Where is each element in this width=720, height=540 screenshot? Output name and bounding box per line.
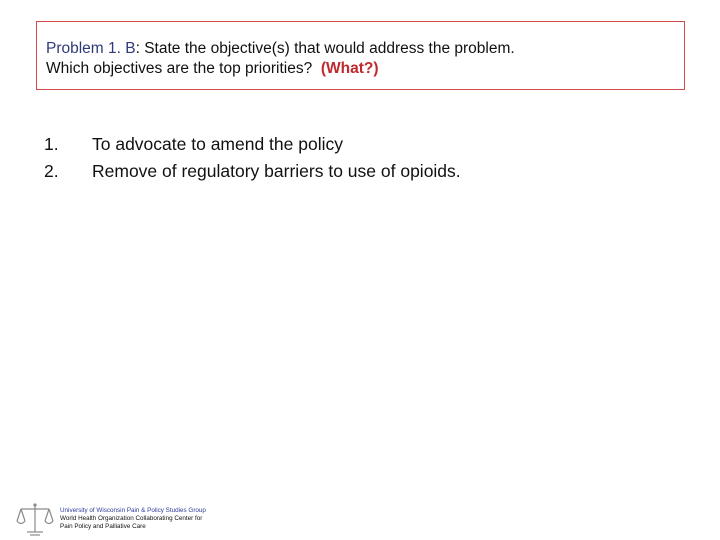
objective-item xyxy=(44,159,664,184)
objective-item xyxy=(44,132,664,157)
problem-statement: : State the objective(s) that would address the problem. xyxy=(135,40,515,57)
objective-number: 2. xyxy=(44,161,59,181)
header-line-2 xyxy=(46,59,676,79)
footer xyxy=(14,501,206,537)
scales-of-justice-icon xyxy=(14,501,56,537)
problem-header-text xyxy=(46,39,676,79)
footer-line-3: Pain Policy and Palliative Care xyxy=(60,523,146,530)
footer-org-line: University of Wisconsin Pain & Policy Studies Group xyxy=(60,507,206,514)
objective-text: Remove of regulatory barriers to use of opioids. xyxy=(92,161,461,181)
objective-list xyxy=(44,132,664,186)
problem-header-box xyxy=(36,21,685,90)
what-label: (What?) xyxy=(320,60,379,77)
footer-credits xyxy=(60,507,206,531)
objective-number: 1. xyxy=(44,134,59,154)
header-line-1 xyxy=(46,39,676,59)
footer-line-2: World Health Organization Collaborating Center for xyxy=(60,515,203,522)
priority-question: Which objectives are the top priorities? xyxy=(46,60,313,77)
problem-label: Problem 1. B xyxy=(46,40,136,57)
objective-text: To advocate to amend the policy xyxy=(92,134,343,154)
